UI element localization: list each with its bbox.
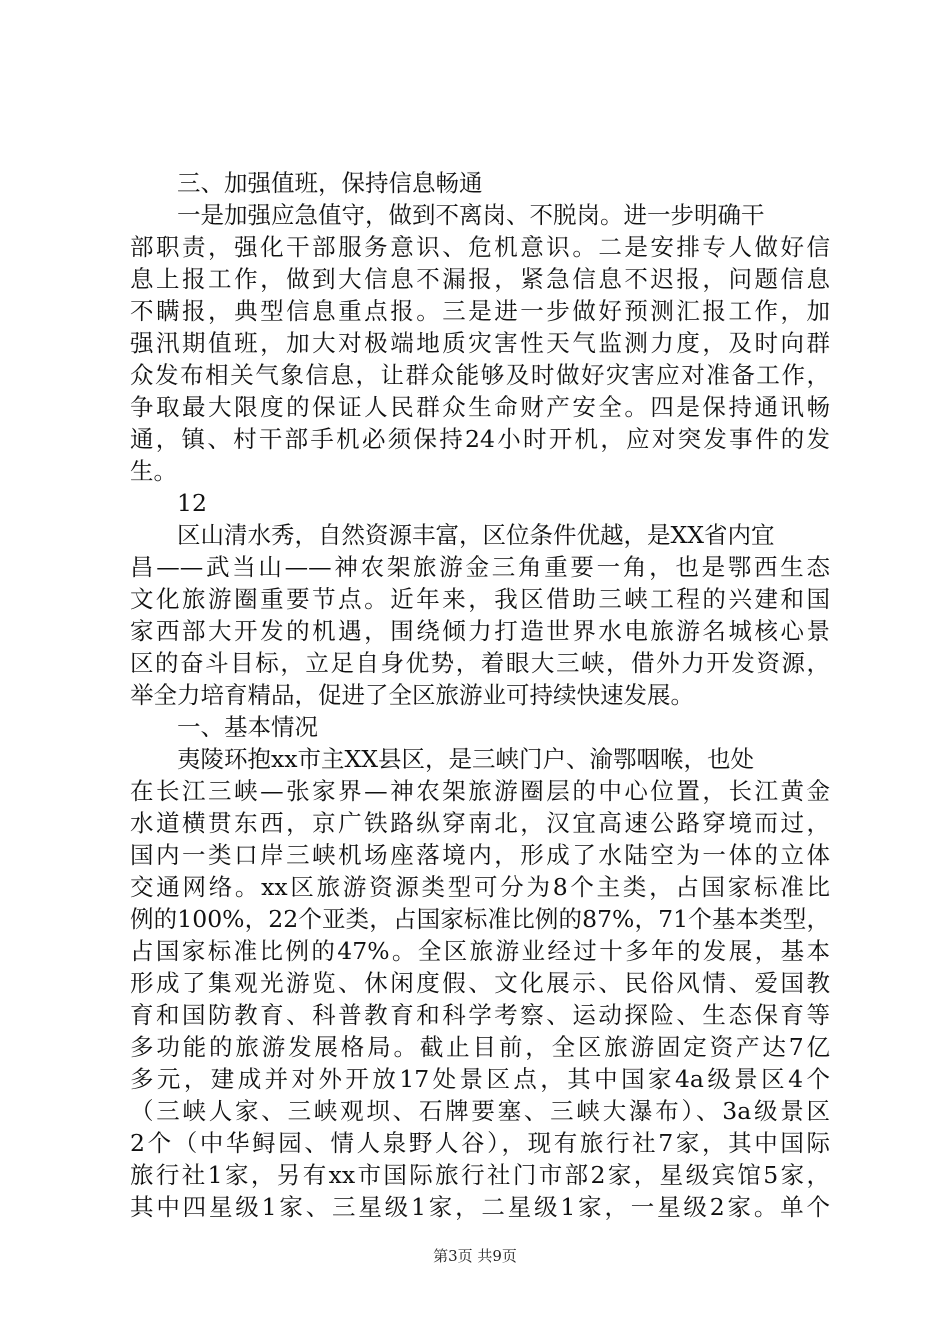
paragraph-line: 交通网络。xx区旅游资源类型可分为8个主类，占国家标准比 [130,873,830,901]
paragraph-line: 昌——武当山——神农架旅游金三角重要一角，也是鄂西生态 [130,553,830,581]
paragraph-line: 生。 [130,457,177,485]
paragraph-line: （三峡人家、三峡观坝、石牌要塞、三峡大瀑布）、3a级景区 [130,1097,830,1125]
paragraph-line: 2个（中华鲟园、情人泉野人谷），现有旅行社7家，其中国际 [130,1129,830,1157]
paragraph-line: 家西部大开发的机遇，围绕倾力打造世界水电旅游名城核心景 [130,617,830,645]
section-heading: 一、基本情况 [177,713,318,741]
paragraph-line: 育和国防教育、科普教育和科学考察、运动探险、生态保育等 [130,1001,830,1029]
paragraph-line: 水道横贯东西，京广铁路纵穿南北，汉宜高速公路穿境而过， [130,809,830,837]
paragraph-line: 不瞒报，典型信息重点报。三是进一步做好预测汇报工作，加 [130,297,830,325]
page-indicator: 第3页 共9页 [433,1247,517,1265]
paragraph-line: 一是加强应急值守，做到不离岗、不脱岗。进一步明确干 [177,201,765,229]
paragraph-line: 众发布相关气象信息，让群众能够及时做好灾害应对准备工作， [130,361,830,389]
paragraph-line: 息上报工作，做到大信息不漏报，紧急信息不迟报，问题信息 [130,265,830,293]
paragraph-line: 国内一类口岸三峡机场座落境内，形成了水陆空为一体的立体 [130,841,830,869]
page-footer [0,1246,950,1266]
paragraph-number: 12 [177,489,207,517]
paragraph-line: 强汛期值班，加大对极端地质灾害性天气监测力度，及时向群 [130,329,830,357]
paragraph-line: 多功能的旅游发展格局。截止目前，全区旅游固定资产达7亿 [130,1033,830,1061]
paragraph-line: 形成了集观光游览、休闲度假、文化展示、民俗风情、爱国教 [130,969,830,997]
document-body [130,167,830,1223]
paragraph-line: 旅行社1家，另有xx市国际旅行社门市部2家，星级宾馆5家， [130,1161,830,1189]
paragraph-line: 在长江三峡—张家界—神农架旅游圈层的中心位置，长江黄金 [130,777,830,805]
paragraph-line: 区的奋斗目标，立足自身优势，着眼大三峡，借外力开发资源， [130,649,830,677]
paragraph-line: 占国家标准比例的47%。全区旅游业经过十多年的发展，基本 [130,937,830,965]
paragraph-line: 其中四星级1家、三星级1家，二星级1家，一星级2家。单个 [130,1193,830,1221]
paragraph-line: 争取最大限度的保证人民群众生命财产安全。四是保持通讯畅 [130,393,830,421]
paragraph-line: 区山清水秀，自然资源丰富，区位条件优越，是XX省内宜 [177,521,775,549]
paragraph-line: 例的100%，22个亚类，占国家标准比例的87%，71个基本类型， [130,905,830,933]
paragraph-line: 夷陵环抱xx市主XX县区，是三峡门户、渝鄂咽喉，也处 [177,745,754,773]
paragraph-line: 文化旅游圈重要节点。近年来，我区借助三峡工程的兴建和国 [130,585,830,613]
paragraph-line: 部职责，强化干部服务意识、危机意识。二是安排专人做好信 [130,233,830,261]
section-heading: 三、加强值班，保持信息畅通 [177,169,483,197]
paragraph-line: 多元，建成并对外开放17处景区点，其中国家4a级景区4个 [130,1065,830,1093]
paragraph-line: 举全力培育精品，促进了全区旅游业可持续快速发展。 [130,681,694,709]
paragraph-line: 通，镇、村干部手机必须保持24小时开机，应对突发事件的发 [130,425,830,453]
